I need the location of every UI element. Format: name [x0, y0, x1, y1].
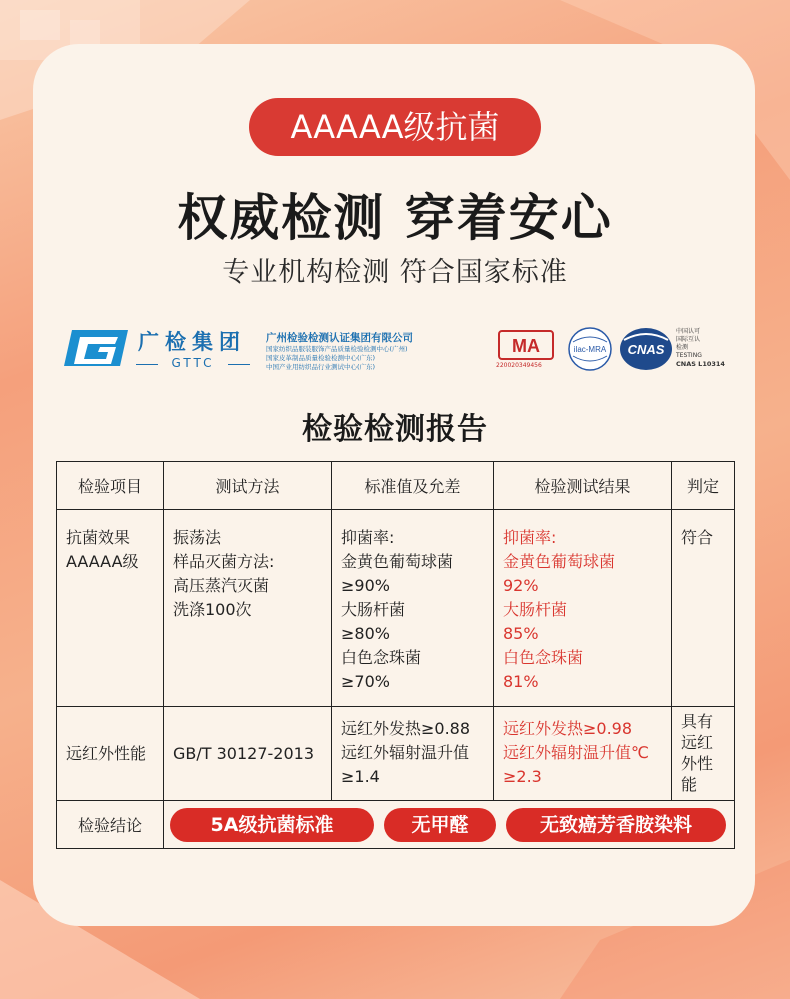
header-cell: 检验测试结果 — [494, 462, 672, 510]
header-cell: 判定 — [672, 462, 735, 510]
inspection-report-table — [56, 461, 735, 849]
cell-line: 外性 — [681, 754, 714, 773]
cell-line: 抗菌效果 — [66, 528, 131, 547]
header-cell: 检验项目 — [57, 462, 164, 510]
conclusion-pill-5a: 5A级抗菌标准 — [170, 808, 374, 842]
conclusion-pill-formaldehyde-free: 无甲醛 — [384, 808, 496, 842]
headline: 权威检测 穿着安心 — [177, 189, 613, 247]
cell-line: 金黄色葡萄球菌 — [341, 552, 454, 571]
verdict-cell — [672, 510, 735, 707]
table-header-row — [57, 462, 735, 510]
cell-line: 洗涤100次 — [173, 600, 252, 619]
cell-line: 大肠杆菌 — [503, 600, 568, 619]
gttc-logo-icon — [62, 328, 130, 368]
cell-line: ≥1.4 — [341, 767, 380, 786]
cell-line: 具有 — [681, 712, 714, 731]
header-cell: 测试方法 — [164, 462, 332, 510]
cell-line: 大肠杆菌 — [341, 600, 406, 619]
cell-line: 远红外性能 — [66, 743, 147, 763]
result-cell — [494, 510, 672, 707]
ilac-logo-label: ilac-MRA — [573, 345, 607, 354]
report-title: 检验检测报告 — [302, 412, 488, 447]
cell-line: 白色念珠菌 — [503, 648, 584, 667]
cell-line: GB/T 30127-2013 — [173, 743, 315, 763]
cell-line: 振荡法 — [173, 528, 222, 547]
table-row — [57, 510, 735, 707]
cell-line: 抑菌率: — [341, 528, 395, 547]
cell-line: 远红 — [681, 733, 714, 752]
organization-sub-line: 中国产业用纺织品行业测试中心(广东) — [266, 363, 376, 371]
cma-logo-label: MA — [512, 336, 540, 356]
method-cell — [164, 707, 332, 801]
organization-sub-line: 国家皮革制品质量检验检测中心(广东) — [266, 354, 376, 362]
cell-line: 远红外发热≥0.88 — [341, 719, 471, 738]
subline: 专业机构检测 符合国家标准 — [222, 257, 568, 288]
cnas-line: 检测 — [676, 344, 689, 351]
cell-line: 远红外发热≥0.98 — [503, 719, 633, 738]
cell-line: ≥90% — [341, 576, 390, 595]
cell-line: AAAAA级 — [66, 552, 139, 571]
cell-line: ≥70% — [341, 672, 390, 691]
cell-line: 金黄色葡萄球菌 — [503, 552, 616, 571]
cell-line: 符合 — [681, 528, 714, 547]
standard-cell — [332, 510, 494, 707]
conclusion-pill-azo-free: 无致癌芳香胺染料 — [506, 808, 726, 842]
header-cell: 标准值及允差 — [332, 462, 494, 510]
item-cell — [57, 510, 164, 707]
cell-line: 远红外辐射温升值 — [341, 743, 470, 762]
standard-cell — [332, 707, 494, 801]
conclusion-label: 检验结论 — [77, 816, 142, 835]
verdict-cell — [672, 707, 735, 801]
cnas-line: 国际互认 — [676, 336, 701, 343]
gttc-chinese-name: 广检集团 — [138, 330, 246, 354]
table-row — [57, 707, 735, 801]
ilac-mra-logo-icon — [567, 326, 613, 372]
cell-line: 92% — [503, 576, 539, 595]
cell-line: ≥80% — [341, 624, 390, 643]
cell-line: 81% — [503, 672, 539, 691]
cma-logo-icon — [498, 330, 554, 360]
cell-line: 抑菌率: — [503, 528, 557, 547]
cell-line: 远红外辐射温升值℃ — [503, 743, 649, 762]
cell-line: 能 — [681, 775, 698, 794]
cnas-line: CNAS L10314 — [676, 360, 725, 368]
cnas-line: TESTING — [676, 352, 702, 359]
cnas-logo-icon — [618, 326, 674, 372]
organization-name: 广州检验检测认证集团有限公司 — [266, 332, 413, 344]
organization-info — [266, 330, 413, 372]
certification-logos — [62, 322, 742, 378]
organization-sub-line: 国家纺织品服装服饰产品质量检验检测中心(广州) — [266, 345, 408, 353]
method-cell — [164, 510, 332, 707]
cell-line: 白色念珠菌 — [341, 648, 422, 667]
cnas-line: 中国认可 — [676, 328, 701, 335]
cma-number: 220020349456 — [496, 362, 542, 369]
cell-line: 高压蒸汽灭菌 — [173, 576, 270, 595]
cell-line: 85% — [503, 624, 539, 643]
cell-line: ≥2.3 — [503, 767, 542, 786]
table-row — [57, 801, 735, 849]
cell-line: 样品灭菌方法: — [173, 552, 275, 571]
item-cell — [57, 801, 164, 849]
cnas-info — [676, 328, 725, 369]
result-cell — [494, 707, 672, 801]
gttc-english-name: GTTC — [136, 356, 250, 370]
antibacterial-grade-badge: AAAAA级抗菌 — [249, 98, 541, 156]
cnas-logo-label: CNAS — [627, 342, 665, 357]
conclusion-cell — [164, 801, 735, 849]
item-cell — [57, 707, 164, 801]
